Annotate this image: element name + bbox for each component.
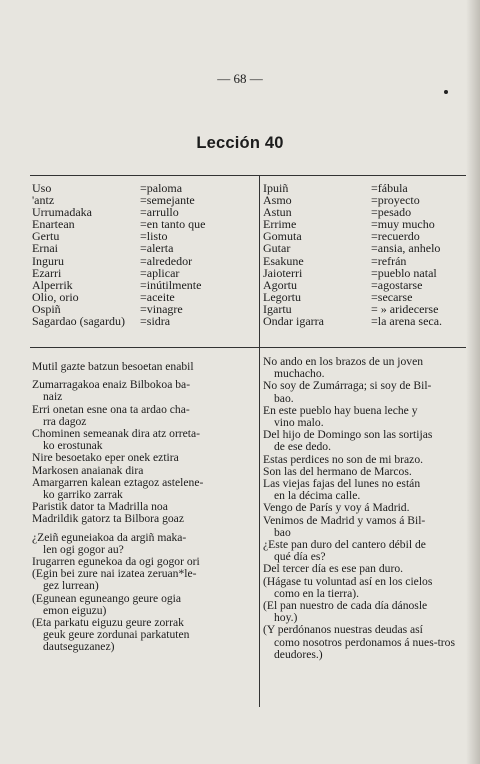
sentence-line: Erri onetan esne ona ta ardao cha- — [32, 402, 190, 416]
sentence — [32, 617, 256, 654]
sentence-line: (Eta parkatu eiguzu geure zorrak — [32, 616, 184, 630]
sentence-continuation: qué día es? — [274, 550, 326, 564]
vocab-word: Urrumadaka — [32, 205, 92, 220]
sentence — [263, 539, 468, 563]
sentence-line: ¿Zeiñ eguneiakoa da argiñ maka- — [32, 530, 187, 544]
vocab-meaning: = » aridecerse — [371, 301, 439, 316]
vocab-meaning: =semejante — [140, 193, 195, 208]
page-number: — 68 — — [217, 71, 263, 86]
sentence-line: Mutil gazte batzun besoetan enabil — [32, 360, 194, 373]
ink-dot — [444, 90, 448, 94]
vocab-row — [32, 315, 257, 327]
sentence-continuation: emon eiguzu) — [43, 603, 107, 617]
sentence-line: (El pan nuestro de cada día dánosle — [263, 599, 428, 613]
vocab-word: Inguru — [32, 253, 64, 268]
sentence-line: ¿Este pan duro del cantero débil de — [263, 538, 426, 552]
sentence-line: En este pueblo hay buena leche y — [263, 403, 418, 417]
sentence — [263, 576, 468, 600]
sentence-line: Zumarragakoa enaiz Bilbokoa ba- — [32, 378, 191, 392]
sentence-continuation: naiz — [43, 390, 63, 404]
vocab-meaning: =la arena seca. — [371, 314, 443, 329]
vocab-row — [263, 182, 468, 194]
vocab-row — [263, 255, 468, 267]
vocab-word: Uso — [32, 181, 52, 195]
sentence — [32, 428, 256, 452]
vocab-meaning: =arrullo — [140, 205, 179, 220]
vocab-row — [32, 267, 257, 279]
sentence-continuation: geuk geure zordunai parkatuten dautseguzanez) — [43, 628, 190, 654]
sentence — [263, 515, 468, 539]
vocab-meaning: =aplicar — [140, 265, 180, 280]
vocab-word: Sagardao (sagardu) — [32, 314, 125, 329]
vocab-meaning: =sidra — [140, 314, 171, 329]
sentence — [32, 452, 256, 464]
sentence-continuation: muchacho. — [274, 367, 325, 381]
sentence-line: Paristik dator ta Madrilla noa — [32, 500, 168, 514]
sentence-continuation: bao — [274, 525, 291, 539]
vocab-word: Esakune — [263, 253, 304, 268]
vocab-meaning: =alerta — [140, 241, 174, 256]
vocab-row — [32, 255, 257, 267]
sentence-continuation: len ogi gogor au? — [43, 542, 124, 556]
vocab-word: Errime — [263, 217, 297, 232]
vocab-meaning: =ansia, anhelo — [371, 241, 441, 256]
sentence — [263, 454, 468, 466]
vocab-word: Legortu — [263, 289, 301, 304]
vocab-word: Olio, orio — [32, 289, 79, 304]
sentence-line: Chominen semeanak dira atz orreta- — [32, 427, 201, 441]
vocab-meaning: =recuerdo — [371, 229, 420, 244]
sentence-line: Las viejas fajas del lunes no están — [263, 477, 421, 491]
sentence — [32, 532, 256, 556]
vocab-meaning: =refrán — [371, 253, 407, 268]
vocab-word: Gomuta — [263, 229, 302, 244]
sentence-line: No soy de Zumárraga; si soy de Bil- — [263, 379, 432, 393]
sentence-line: Madrildik gatorz ta Bilbora goaz — [32, 512, 184, 526]
vocab-meaning: =paloma — [140, 181, 183, 195]
sentence-continuation: como nosotros perdonamos á nues-tros deudores.) — [274, 635, 455, 661]
vocab-meaning: =inútilmente — [140, 277, 202, 292]
vocab-word: Igartu — [263, 301, 292, 316]
sentence-continuation: rra dagoz — [43, 414, 87, 428]
vocab-meaning: =muy mucho — [371, 217, 435, 232]
sentence-line: Markosen anaianak dira — [32, 463, 144, 477]
vocab-word: Ernai — [32, 241, 58, 256]
sentence-line: Del hijo de Domingo son las sortijas — [263, 428, 433, 442]
sentence — [263, 429, 468, 453]
vocab-word: Jaioterri — [263, 265, 303, 280]
sentence-line: (Hágase tu voluntad así en los cielos — [263, 574, 433, 588]
vocab-word: Ondar igarra — [263, 314, 324, 329]
vocab-word: Ipuiñ — [263, 181, 289, 195]
lesson-title: Lección 40 — [196, 134, 284, 152]
vocab-list-right — [263, 182, 468, 327]
vocab-word: Gertu — [32, 229, 60, 244]
sentence-line: (Egin bei zure nai izatea zeruan*le- — [32, 567, 197, 581]
sentence-continuation: gez lurrean) — [43, 579, 99, 593]
sentence — [263, 624, 468, 661]
vocab-row — [263, 242, 468, 254]
vocab-row — [263, 267, 468, 279]
sentence-continuation: vino malo. — [274, 416, 324, 430]
sentence-continuation: hoy.) — [274, 611, 298, 625]
vocab-row — [263, 315, 468, 327]
vocab-word: Ospiñ — [32, 301, 61, 316]
sentence-continuation: ko erostunak — [43, 439, 103, 453]
vocab-meaning: =aceite — [140, 289, 175, 304]
vocab-list-left — [32, 182, 257, 327]
vocab-row — [32, 242, 257, 254]
sentence — [32, 477, 256, 501]
sentence — [263, 478, 468, 502]
sentence — [32, 593, 256, 617]
sentence — [32, 513, 256, 525]
vocab-word: Asmo — [263, 193, 292, 208]
basque-sentences — [32, 361, 256, 654]
vocab-meaning: =secarse — [371, 289, 413, 304]
vocab-word: Ezarri — [32, 265, 62, 280]
sentence-line: Nire besoetako eper onek eztira — [32, 451, 179, 465]
vocab-meaning: =vinagre — [140, 301, 183, 316]
sentence — [32, 361, 256, 373]
vocab-word: Enartean — [32, 217, 75, 232]
sentence-line: Amargarren kalean eztagoz astelene- — [32, 475, 204, 489]
sentence-line: Venimos de Madrid y vamos á Bil- — [263, 513, 426, 527]
sentence — [32, 379, 256, 403]
sentence — [263, 563, 468, 575]
vocab-meaning: =pueblo natal — [371, 265, 437, 280]
vocab-word: Alperrik — [32, 277, 73, 292]
sentence — [32, 465, 256, 477]
vocab-word: 'antz — [32, 193, 55, 208]
sentence-line: Irugarren egunekoa da ogi gogor ori — [32, 555, 200, 569]
vocab-meaning: =fábula — [371, 181, 408, 195]
sentence-divider — [259, 347, 260, 707]
sentence-continuation: en la décima calle. — [274, 489, 361, 503]
vocab-meaning: =listo — [140, 229, 168, 244]
sentence-continuation: ko garriko zarrak — [43, 488, 123, 502]
sentence — [32, 404, 256, 428]
sentence-line: (Y perdónanos nuestras deudas así — [263, 623, 423, 637]
sentence — [263, 405, 468, 429]
page-edge-shadow — [466, 0, 480, 764]
sentence — [263, 380, 468, 404]
sentence-line: (Egunean eguneango geure ogia — [32, 591, 182, 605]
vocab-word: Astun — [263, 205, 292, 220]
vocab-meaning: =pesado — [371, 205, 412, 220]
sentence-continuation: bao. — [274, 391, 294, 405]
sentence-line: No ando en los brazos de un joven — [263, 355, 424, 368]
sentence — [263, 502, 468, 514]
middle-rule — [30, 347, 466, 348]
vocab-meaning: =en tanto que — [140, 217, 206, 232]
spanish-sentences — [263, 356, 468, 661]
sentence-line: Son las del hermano de Marcos. — [263, 464, 412, 478]
vocab-meaning: =agostarse — [371, 277, 423, 292]
sentence — [263, 600, 468, 624]
sentence-line: Estas perdices no son de mi brazo. — [263, 452, 424, 466]
sentence — [263, 356, 468, 380]
vocab-meaning: =proyecto — [371, 193, 420, 208]
sentence-line: Del tercer día es ese pan duro. — [263, 562, 404, 576]
sentence — [32, 568, 256, 592]
vocab-word: Gutar — [263, 241, 291, 256]
sentence-continuation: de ese dedo. — [274, 440, 331, 454]
sentence-line: Vengo de París y voy á Madrid. — [263, 501, 410, 515]
vocab-divider — [259, 175, 260, 347]
top-rule — [30, 175, 466, 176]
sentence-continuation: como en la tierra). — [274, 586, 359, 600]
vocab-word: Agortu — [263, 277, 297, 292]
vocab-meaning: =alrededor — [140, 253, 193, 268]
vocab-row — [263, 194, 468, 206]
